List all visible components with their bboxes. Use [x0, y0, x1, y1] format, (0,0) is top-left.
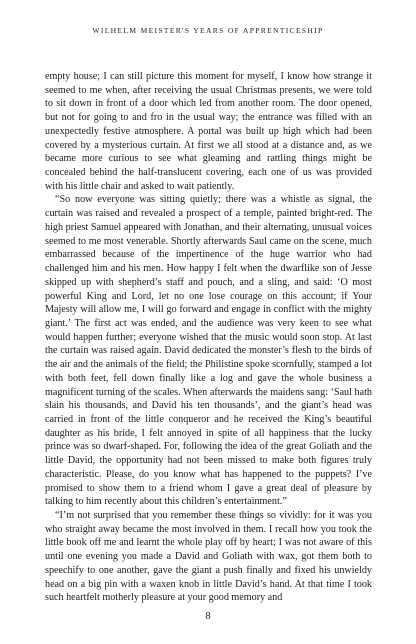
- paragraph: “I’m not surprised that you remember these things so vividly: for it was you who straight away became the most involved in them. I recall how you took the little book off me and learnt the whole play off by heart; I was not aware of this until one evening you made a David and Goliath with wax, got them both to speechify to one another, gave the giant a push finally and fixed his unwieldy head on a big pin with a waxen knob in little David’s hand. At that time I took such heartfelt motherly pleasure at your good memory and: [45, 510, 372, 604]
- running-head: WILHELM MEISTER'S YEARS OF APPRENTICESHIP: [92, 26, 324, 35]
- paragraph: empty house; I can still picture this moment for myself, I know how strange it seemed to me when, after receiving the usual Christmas presents, we were told to sit down in front of a door which led from another room. The door opened, but not for going to and fro in the usual way; the entrance was filled with an unexpectedly festive atmosphere. A portal was built up high which had been covered by a mysterious curtain. At first we all stood at a distance and, as we became more curious to see what gleaming and rattling things might be concealed behind the half-translucent covering, each one of us was provided with his little chair and asked to wait patiently.: [45, 71, 372, 192]
- page-number: 8: [205, 611, 211, 622]
- paragraph: “So now everyone was sitting quietly; there was a whistle as signal, the curtain was raised and revealed a prospect of a temple, painted bright-red. The high priest Samuel appeared with Jonathan, and their alternating, unusual voices seemed to me most venerable. Shortly afterwards Saul came on the scene, much embarrassed because of the impertinence of the huge warrior who had challenged him and his men. How happy I felt when the dwarflike son of Jesse skipped up with shepherd’s staff and pouch, and a sling, and said: ‘O most powerful King and Lord, let no one lose courage on this account; if Your Majesty will allow me, I will go forward and engage in conflict with the mighty giant.’ The first act was ended, and the audience was very keen to see what would happen further; everyone wished that the music would soon stop. At last the curtain was raised again. David dedicated the monster’s flesh to the birds of the air and the animals of the field; the Philistine spoke scornfully, stamped a lot with both feet, fell down finally like a log and gave the whole business a magnificent turning of the scales. When afterwards the maidens sang: ‘Saul hath slain his thousands, and David his ten thousands’, and the giant’s head was carried in front of the little conqueror and he received the King’s beautiful daughter as his bride, I felt annoyed in spite of all happiness that the lucky prince was so dwarf-shaped. For, following the idea of the great Goliath and the little David, the opportunity had not been missed to make both figures truly characteristic. Please, do you know what has happened to the puppets? I’ve promised to show them to a friend whom I gave a great deal of pleasure by talking to him recently about this children’s entertainment.”: [45, 194, 372, 508]
- body-text: [45, 70, 372, 605]
